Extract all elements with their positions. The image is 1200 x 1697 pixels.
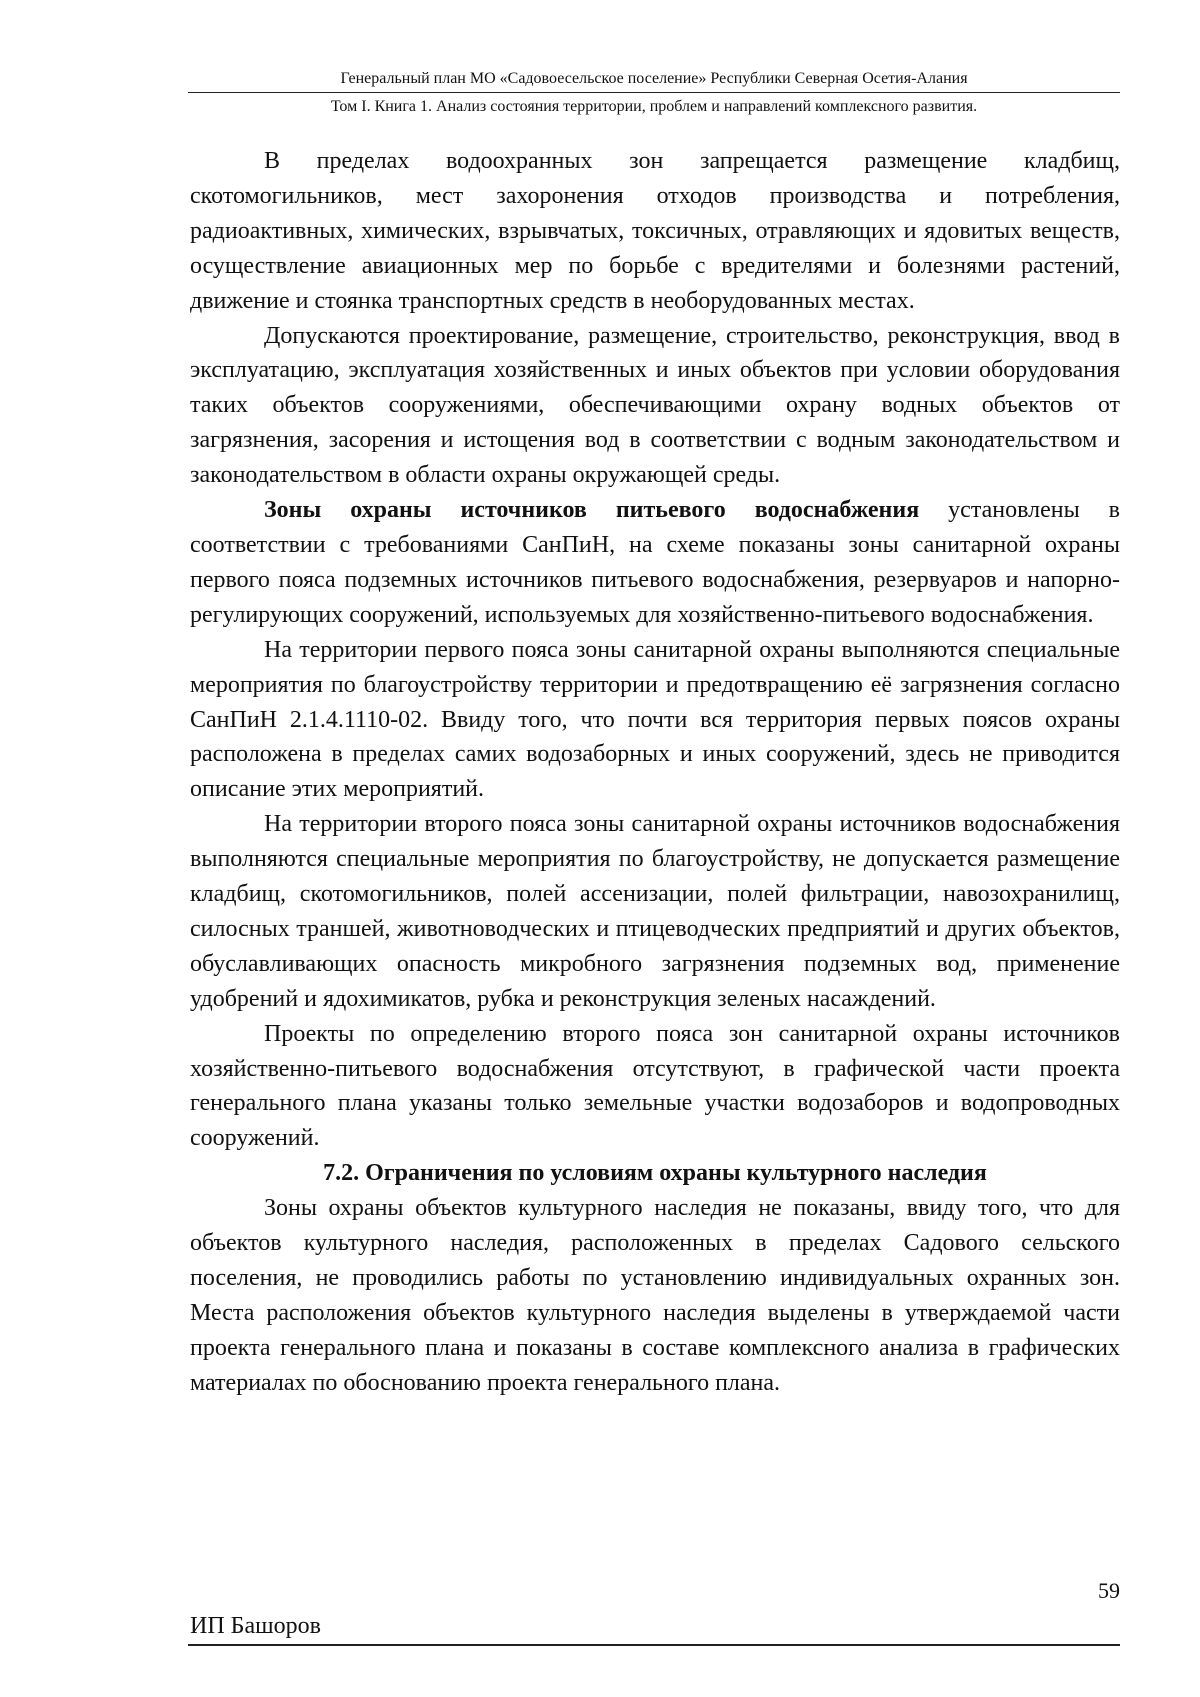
paragraph-water-protection-prohibitions: В пределах водоохранных зон запрещается размещение кладбищ, скотомогильников, мест захоронения отходов производства и потребления, радиоактивных, химических, взрывчатых, токсичных, отравляющих и ядовитых веществ, осуществление авиационных мер по борьбе с вредителями и болезнями растений, движение и стоянка транспортных средств в необорудованных местах. bbox=[190, 148, 1120, 314]
header-subtitle-line: Том I. Книга 1. Анализ состояния территории, проблем и направлений комплексного развития. bbox=[330, 98, 978, 115]
header-title-line: Генеральный план МО «Садовоесельское поселение» Республики Северная Осетия-Алания bbox=[340, 70, 968, 87]
paragraph-drinking-water-zones bbox=[190, 493, 1120, 633]
page-number: 59 bbox=[1098, 1578, 1120, 1603]
page-footer bbox=[188, 1612, 1120, 1646]
paragraph-second-belt-projects: Проекты по определению второго пояса зон санитарной охраны источников хозяйственно-питьевого водоснабжения отсутствуют, в графической части проекта генерального плана указаны только земельные участки водозаборов и водопроводных сооружений. bbox=[190, 1020, 1120, 1152]
paragraph-text: установлены в соответствии с требованиями СанПиН, на схеме показаны зоны санитарной охраны первого пояса подземных источников питьевого водоснабжения, резервуаров и напорно-регулирующих сооружений, используемых для хозяйственно-питьевого водоснабжения. bbox=[190, 497, 1121, 628]
footer-author: ИП Башоров bbox=[190, 1613, 321, 1639]
page-header bbox=[188, 70, 1120, 116]
footer-divider bbox=[188, 1644, 1120, 1646]
paragraph-cultural-heritage: Зоны охраны объектов культурного наследия не показаны, ввиду того, что для объектов культурного наследия, расположенных в пределах Садового сельского поселения, не проводились работы по установлению индивидуальных охранных зон. Места расположения объектов культурного наследия выделены в утверждаемой части проекта генерального плана и показаны в составе комплексного анализа в графических материалах по обоснованию проекта генерального плана. bbox=[190, 1195, 1120, 1396]
paragraph-second-belt: На территории второго пояса зоны санитарной охраны источников водоснабжения выполняются специальные мероприятия по благоустройству, не допускается размещение кладбищ, скотомогильников, полей ассенизации, полей фильтрации, навозохранилищ, силосных траншей, животноводческих и птицеводческих предприятий и других объектов, обуславливающих опасность микробного загрязнения подземных вод, применение удобрений и ядохимикатов, рубка и реконструкция зеленых насаждений. bbox=[190, 811, 1120, 1012]
paragraph-permitted-activities: Допускаются проектирование, размещение, строительство, реконструкция, ввод в эксплуатацию, эксплуатация хозяйственных и иных объектов при условии оборудования таких объектов сооружениями, обеспечивающими охрану водных объектов от загрязнения, засорения и истощения вод в соответствии с водным законодательством и законодательством в области охраны окружающей среды. bbox=[190, 322, 1120, 489]
paragraph-lead-term: Зоны охраны источников питьевого водоснабжения bbox=[264, 497, 920, 524]
section-heading: 7.2. Ограничения по условиям охраны культурного наследия bbox=[323, 1160, 987, 1187]
document-body bbox=[190, 144, 1120, 1401]
paragraph-first-belt: На территории первого пояса зоны санитарной охраны выполняются специальные мероприятия по благоустройству территории и предотвращению её загрязнения согласно СанПиН 2.1.4.1110-02. Ввиду того, что почти вся территория первых поясов охраны расположена в пределах самих водозаборных и иных сооружений, здесь не приводится описание этих мероприятий. bbox=[190, 636, 1120, 803]
